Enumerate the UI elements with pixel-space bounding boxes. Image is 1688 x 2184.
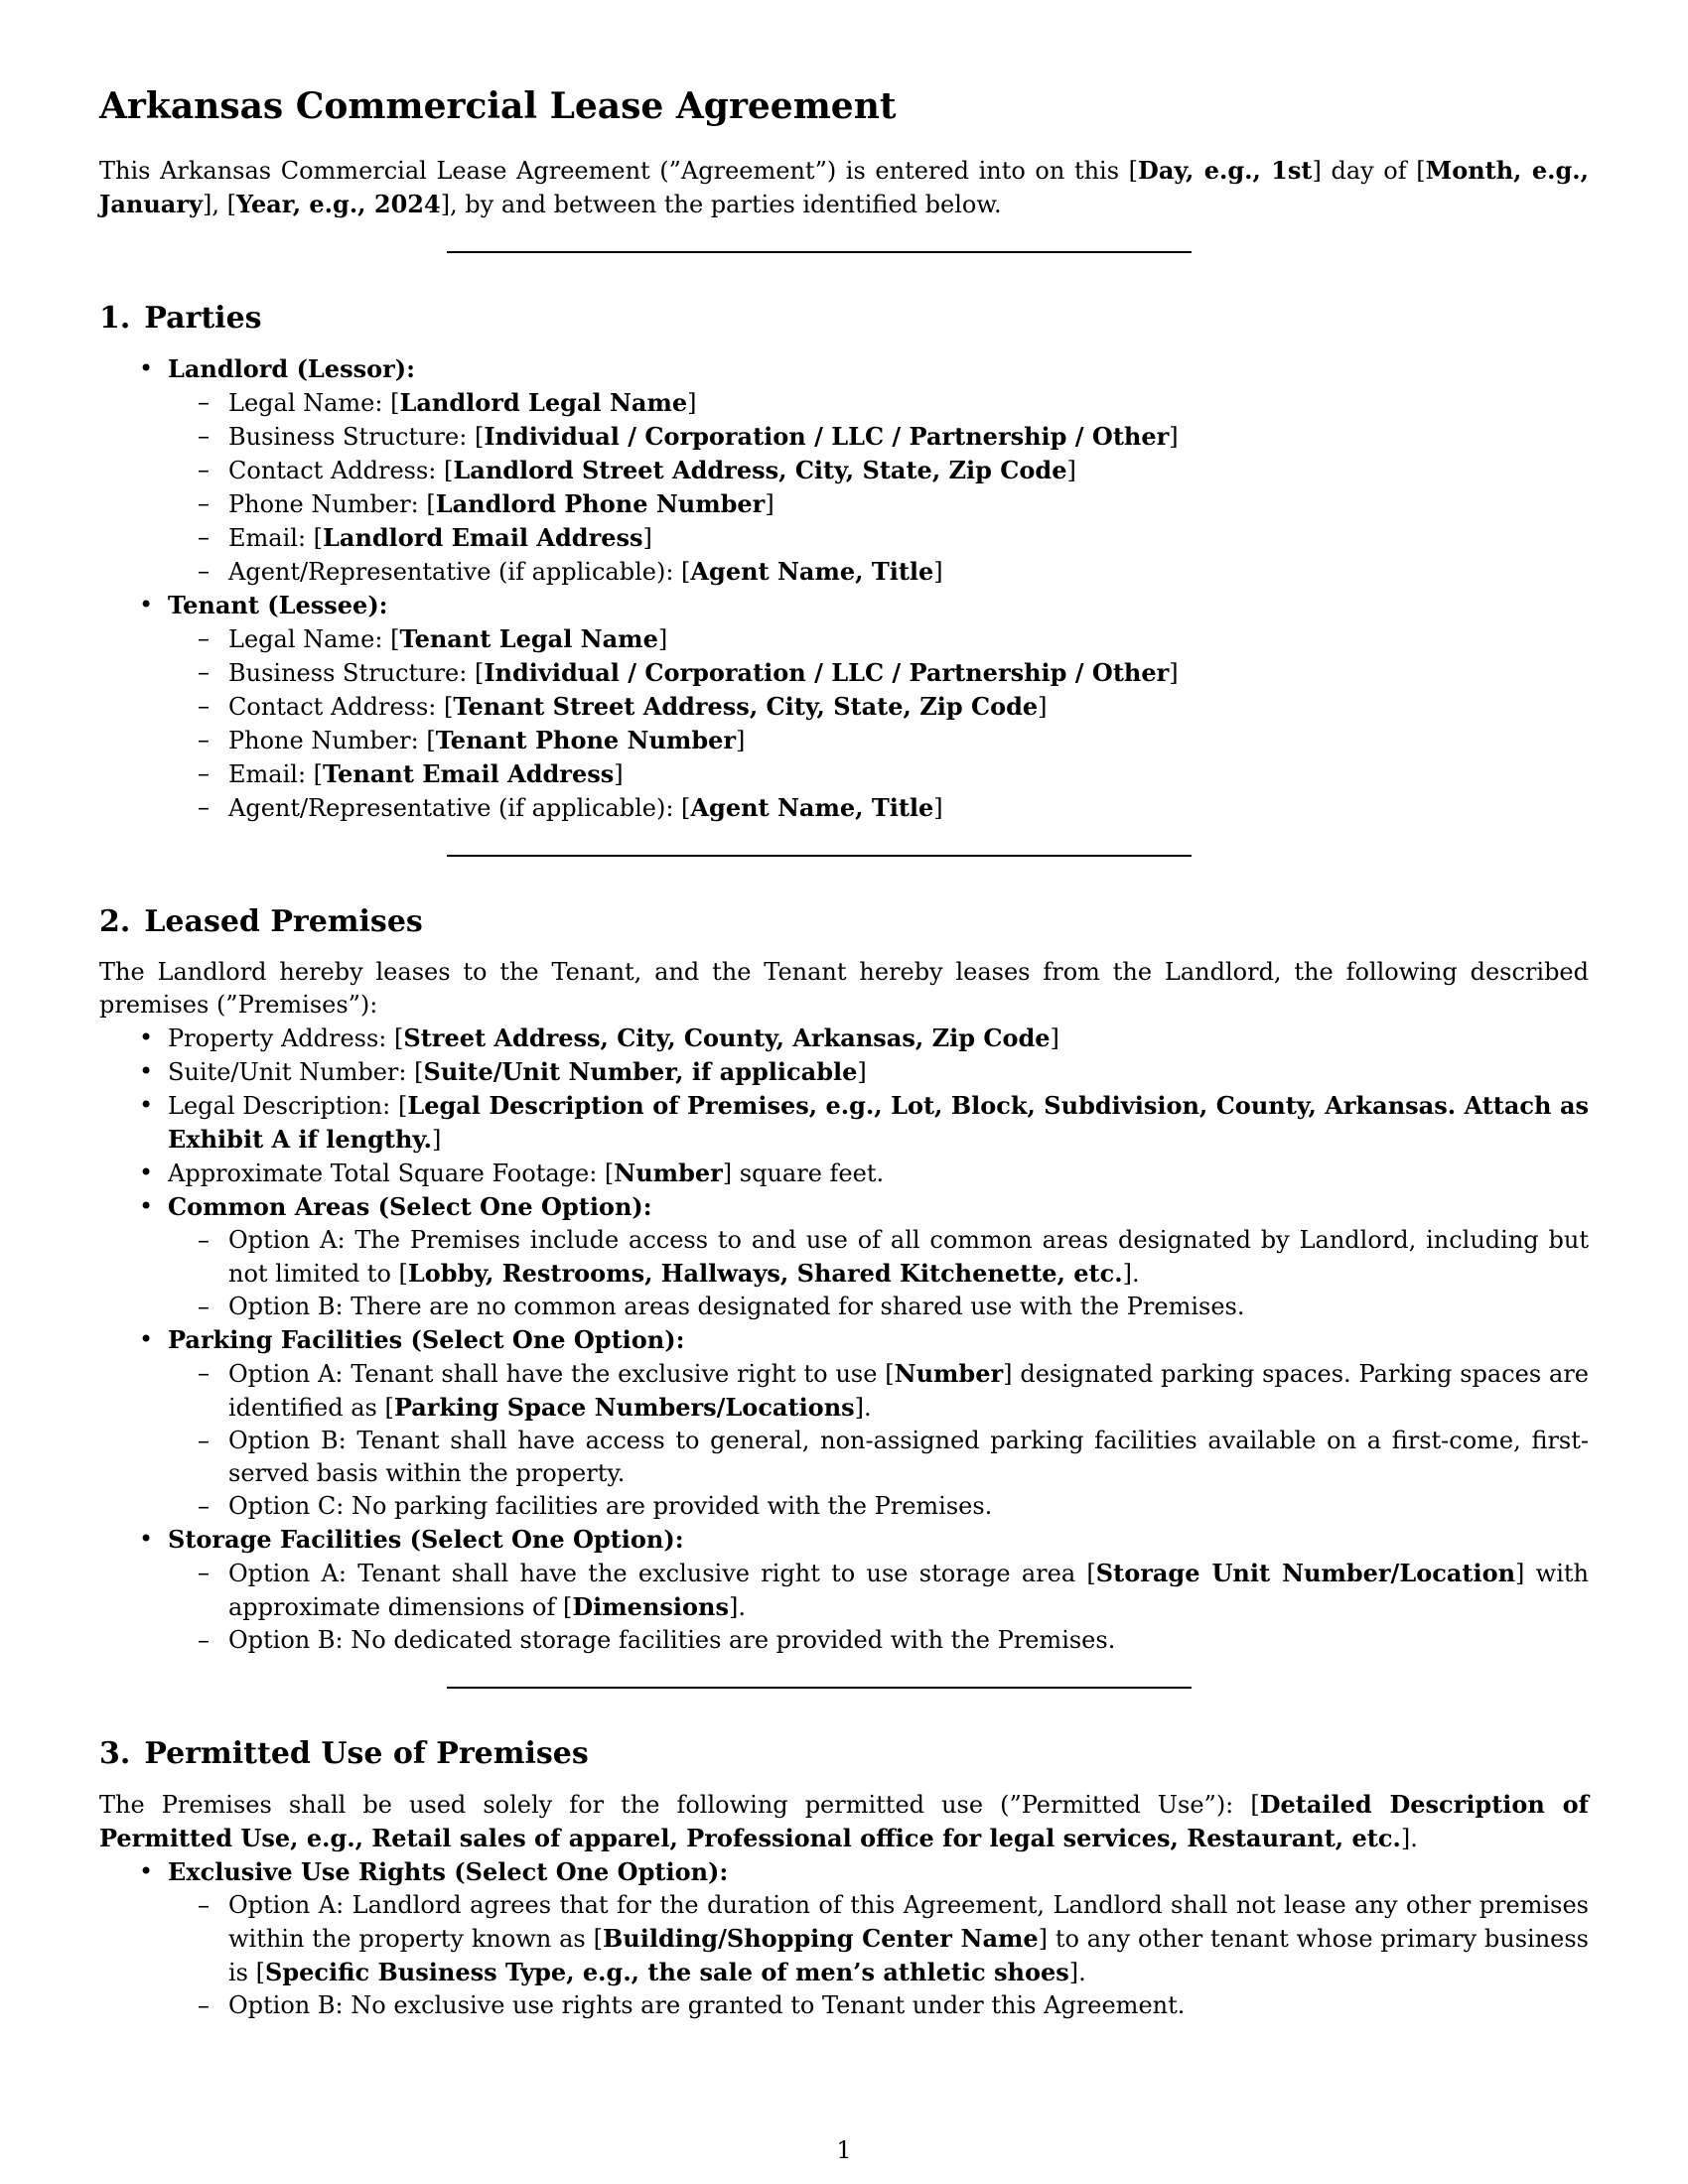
list-item: – Option A: Landlord agrees that for the duration of this Agreement, Landlord shall not lease any other premises within the property known as [Building/Shopping Center Name] to any other tenant whose primary business is [Specific Business Type, e.g., the sale of men’s athletic shoes]. bbox=[168, 1889, 1589, 1989]
list-item: – Option B: There are no common areas designated for shared use with the Premises. bbox=[168, 1291, 1589, 1323]
storage-item: • Storage Facilities (Select One Option): – Option A: Tenant shall have the exclusive right to use storage area [Storage Unit Number/Location] with approximate dimensions of [Dimensions]. – Option B: No dedicated storage facilities are provided with the Premises. bbox=[99, 1523, 1589, 1657]
parties-list bbox=[99, 352, 1589, 825]
section-divider bbox=[447, 855, 1192, 857]
permitted-use-intro: The Premises shall be used solely for the following permitted use (”Permitted Use”): [Detailed Description of Permitted Use, e.g., Retail sales of apparel, Professional office for legal services, Restaurant, etc.]. bbox=[99, 1790, 1589, 1853]
parking-item: • Parking Facilities (Select One Option): – Option A: Tenant shall have the exclusive right to use [Number] designated parking spaces. Parking spaces are identified as [Parking Space Numbers/Locations]. – Option B: Tenant shall have access to general, non-assigned parking facilities available on a first-come, first-served basis within the property. – Option C: No parking facilities are provided with the Premises. bbox=[99, 1323, 1589, 1523]
list-item: – Option B: No dedicated storage facilities are provided with the Premises. bbox=[168, 1624, 1589, 1657]
list-item: – Email: [Tenant Email Address] bbox=[168, 757, 1589, 791]
common-areas-item: • Common Areas (Select One Option): – Option A: The Premises include access to and use of all common areas designated by Landlord, including but not limited to [Lobby, Restrooms, Hallways, Shared Kitchenette, etc.]. – Option B: There are no common areas designated for shared use with the Premises. bbox=[99, 1190, 1589, 1323]
exclusive-use-item: • Exclusive Use Rights (Select One Option): – Option A: Landlord agrees that for the duration of this Agreement, Landlord shall not lease any other premises within the property known as [Building/Shopping Center Name] to any other tenant whose primary business is [Specific Business Type, e.g., the sale of men’s athletic shoes]. – Option B: No exclusive use rights are granted to Tenant under this Agreement. bbox=[99, 1855, 1589, 2022]
list-item: – Option A: The Premises include access to and use of all common areas designated by Landlord, including but not limited to [Lobby, Restrooms, Hallways, Shared Kitchenette, etc.]. bbox=[168, 1224, 1589, 1291]
section-divider bbox=[447, 251, 1192, 253]
page-number: 1 bbox=[836, 2136, 852, 2164]
list-item: • Property Address: [Street Address, City, County, Arkansas, Zip Code] bbox=[99, 1022, 1589, 1055]
tenant-details bbox=[168, 622, 1589, 825]
list-item: – Email: [Landlord Email Address] bbox=[168, 521, 1589, 555]
list-item: – Option A: Tenant shall have the exclusive right to use [Number] designated parking spaces. Parking spaces are identified as [Parking Space Numbers/Locations]. bbox=[168, 1357, 1589, 1425]
list-item: – Option A: Tenant shall have the exclusive right to use storage area [Storage Unit Number/Location] with approximate dimensions of [Dimensions]. bbox=[168, 1557, 1589, 1624]
list-item: – Option B: Tenant shall have access to general, non-assigned parking facilities available on a first-come, first-served basis within the property. bbox=[168, 1425, 1589, 1490]
document-content bbox=[99, 85, 1589, 2022]
landlord-item: • Landlord (Lessor): – Legal Name: [Landlord Legal Name] – Business Structure: [Individual / Corporation / LLC / Partnership / Other] – Contact Address: [Landlord Street Address, City, State, Zip Code] – Phone Number: [Landlord Phone Number] – Email: [Landlord Email Address] – Agent/Representative (if applicable): [Agent Name, Title] bbox=[99, 352, 1589, 589]
document-title: Arkansas Commercial Lease Agreement bbox=[99, 85, 897, 127]
landlord-details bbox=[168, 386, 1589, 589]
section-heading: 2. Leased Premises bbox=[99, 904, 423, 940]
list-item: – Option B: No exclusive use rights are granted to Tenant under this Agreement. bbox=[168, 1989, 1589, 2022]
list-item: – Business Structure: [Individual / Corporation / LLC / Partnership / Other] bbox=[168, 420, 1589, 454]
list-item: – Phone Number: [Tenant Phone Number] bbox=[168, 724, 1589, 757]
section-heading: 1. Parties bbox=[99, 301, 262, 337]
section-leased-premises bbox=[99, 904, 1589, 1689]
list-item: – Business Structure: [Individual / Corporation / LLC / Partnership / Other] bbox=[168, 656, 1589, 690]
list-item: • Suite/Unit Number: [Suite/Unit Number, if applicable] bbox=[99, 1055, 1589, 1089]
list-item: – Agent/Representative (if applicable): [Agent Name, Title] bbox=[168, 791, 1589, 825]
list-item: – Option C: No parking facilities are provided with the Premises. bbox=[168, 1490, 1589, 1523]
intro-paragraph: This Arkansas Commercial Lease Agreement (”Agreement”) is entered into on this [Day, e.g., 1st] day of [Month, e.g., January], [Year, e.g., 2024], by and between the parties identified below. bbox=[99, 156, 1589, 219]
list-item: – Legal Name: [Tenant Legal Name] bbox=[168, 622, 1589, 656]
premises-intro: The Landlord hereby leases to the Tenant, and the Tenant hereby leases from the Landlord, the following described premises (”Premises”): bbox=[99, 958, 1589, 1020]
section-divider bbox=[447, 1687, 1192, 1689]
list-item: • Legal Description: [Legal Description of Premises, e.g., Lot, Block, Subdivision, County, Arkansas. Attach as Exhibit A if lengthy.] bbox=[99, 1089, 1589, 1157]
day-placeholder: Day, e.g., 1st bbox=[1138, 156, 1313, 186]
list-item: – Contact Address: [Tenant Street Address, City, State, Zip Code] bbox=[168, 690, 1589, 724]
month-placeholder: Month, e.g., January bbox=[99, 156, 1589, 219]
list-item: – Contact Address: [Landlord Street Address, City, State, Zip Code] bbox=[168, 454, 1589, 487]
permitted-use-list bbox=[99, 1855, 1589, 2022]
section-parties bbox=[99, 301, 1589, 857]
list-item: – Agent/Representative (if applicable): [Agent Name, Title] bbox=[168, 555, 1589, 589]
premises-list bbox=[99, 1022, 1589, 1657]
year-placeholder: Year, e.g., 2024 bbox=[235, 190, 441, 219]
tenant-item: • Tenant (Lessee): – Legal Name: [Tenant Legal Name] – Business Structure: [Individual / Corporation / LLC / Partnership / Other] – Contact Address: [Tenant Street Address, City, State, Zip Code] – Phone Number: [Tenant Phone Number] – Email: [Tenant Email Address] – Agent/Representative (if applicable): [Agent Name, Title] bbox=[99, 589, 1589, 825]
list-item: – Legal Name: [Landlord Legal Name] bbox=[168, 386, 1589, 420]
list-item: – Phone Number: [Landlord Phone Number] bbox=[168, 487, 1589, 521]
section-permitted-use bbox=[99, 1736, 1589, 2022]
list-item: • Approximate Total Square Footage: [Number] square feet. bbox=[99, 1157, 1589, 1190]
section-heading: 3. Permitted Use of Premises bbox=[99, 1736, 589, 1772]
